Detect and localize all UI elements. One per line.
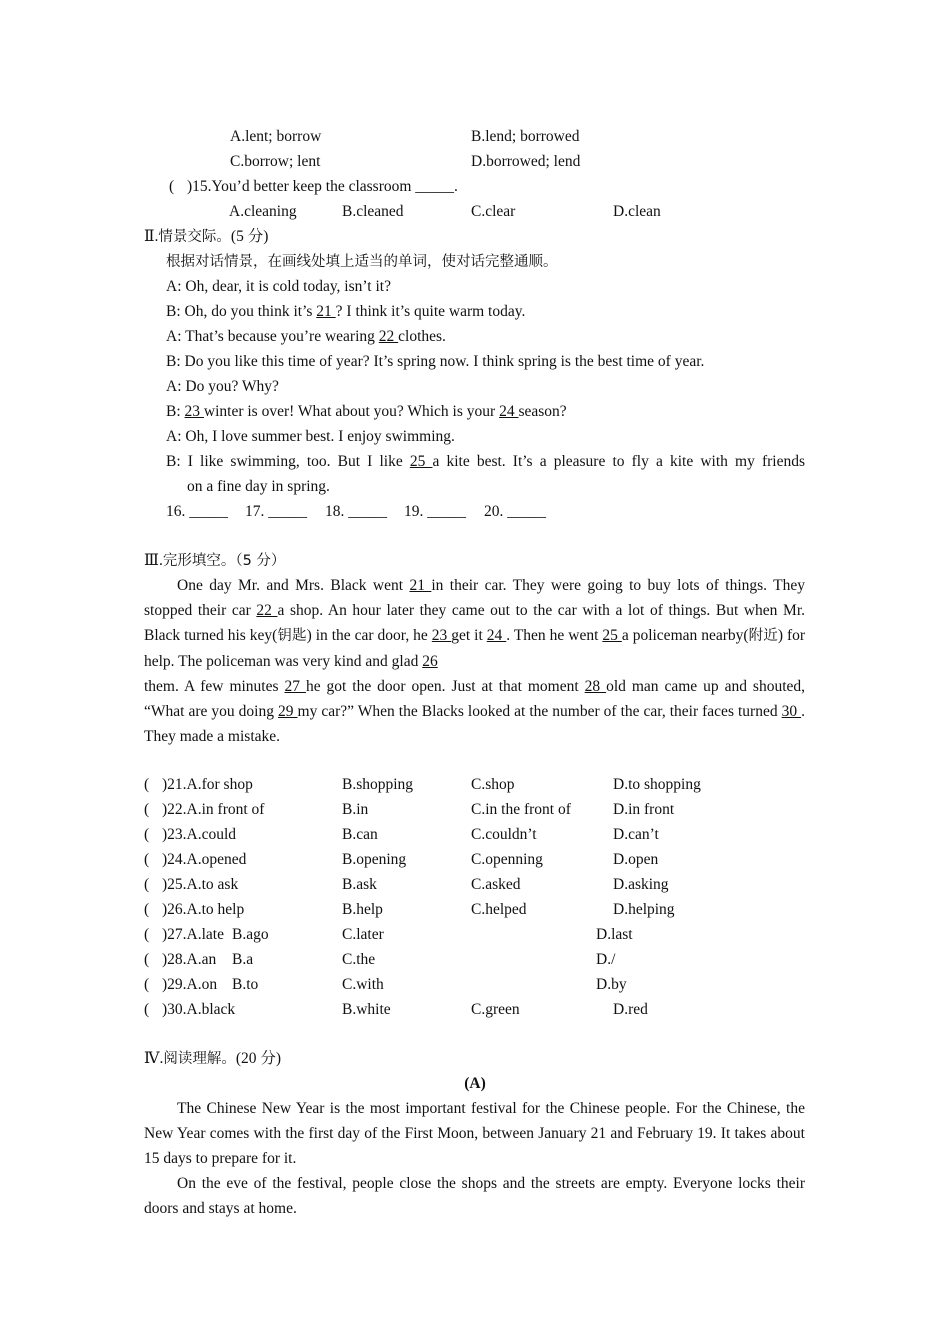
q30-option-d: D.red [613, 1001, 648, 1018]
passage-text: One day Mr. and Mrs. Black went [177, 577, 410, 594]
dialogue-line-9: on a fine day in spring. [187, 478, 330, 495]
q22-option-b: B.in [342, 801, 369, 818]
q29-paren: ( [144, 976, 150, 993]
section3-title-prefix: Ⅲ. [144, 552, 163, 569]
cloze-passage [144, 573, 805, 749]
dialogue-line-5: A: Do you? Why? [166, 378, 279, 395]
q25-option-c: C.asked [471, 876, 521, 893]
q21-option-a: )21.A.for shop [162, 776, 253, 793]
q30-paren: ( [144, 1001, 150, 1018]
section4-title-prefix: Ⅳ. [144, 1050, 164, 1067]
blank-24: 24 [499, 403, 519, 420]
q21-option-d: D.to shopping [613, 776, 701, 793]
q29-option-a: )29.A.on [162, 976, 218, 993]
q23-option-a: )23.A.could [162, 826, 237, 843]
passage-text: . Then he went [506, 627, 603, 644]
q27-paren: ( [144, 926, 150, 943]
blank-25: 25 [409, 453, 433, 470]
q15-option-c: C.clear [471, 203, 516, 220]
q14-option-c: C.borrow; lent [230, 153, 321, 170]
cloze-blank-23: 23 [431, 627, 452, 644]
reading-paragraph-1: The Chinese New Year is the most important festival for the Chinese people. For the Chinese, the New Year comes with the first day of the First Moon, between January 21 and February 19. It takes about 15 days to prepare for it. [144, 1100, 805, 1167]
cloze-blank-21: 21 [409, 577, 432, 594]
passage-text: he got the door open. Just at that moment [305, 678, 585, 695]
q28-option-d: D./ [596, 951, 616, 968]
q27-option-a: )27.A.late [162, 926, 224, 943]
section4-title-score: (20 分) [235, 1050, 282, 1067]
reading-part-label: (A) [464, 1075, 486, 1092]
q14-option-a: A.lent; borrow [230, 128, 322, 145]
q26-option-c: C.helped [471, 901, 527, 918]
q26-paren: ( [144, 901, 150, 918]
q25-paren: ( [144, 876, 150, 893]
q22-option-d: D.in front [613, 801, 675, 818]
q29-option-c: C.with [342, 976, 384, 993]
q27-option-c: C.later [342, 926, 384, 943]
section2-title-score: (5 分) [230, 228, 269, 245]
q23-option-b: B.can [342, 826, 378, 843]
answer-slot-16: 16. _____ [166, 503, 228, 520]
blank-22: 22 [378, 328, 399, 345]
q27-option-d: D.last [596, 926, 633, 943]
dialogue-text: ? I think it’s quite warm today. [335, 303, 526, 320]
passage-text: in their car. They were going to buy lots of things. They stopped their car [144, 577, 806, 619]
cloze-blank-24: 24 [486, 627, 507, 644]
passage-cn-note: 钥匙 [277, 628, 307, 644]
section3-title-cn: 完形填空。（5 分） [162, 553, 286, 569]
q15-option-b: B.cleaned [342, 203, 404, 220]
q24-option-a: )24.A.opened [162, 851, 247, 868]
q15-paren: ( [169, 178, 175, 195]
q14-option-d: D.borrowed; lend [471, 153, 581, 170]
answer-slot-18: 18. _____ [325, 503, 387, 520]
dialogue-line-3 [166, 327, 446, 347]
q21-paren: ( [144, 776, 150, 793]
dialogue-text: a kite best. It’s a pleasure to fly a kite with my friends [432, 453, 805, 470]
q23-option-c: C.couldn’t [471, 826, 537, 843]
passage-text: get it [451, 627, 487, 644]
passage-text: a shop. An hour later they came out to the car with a lot of things. But when Mr. Black turned his key( [144, 602, 805, 644]
q15-option-a: A.cleaning [229, 203, 297, 220]
section4-title-cn: 阅读理解。 [163, 1051, 236, 1067]
cloze-blank-27: 27 [284, 678, 306, 695]
passage-text: them. A few minutes [144, 678, 285, 695]
cloze-blank-26: 26 [422, 653, 438, 670]
section2-title-cn: 情景交际。 [158, 229, 231, 245]
dialogue-line-2 [166, 302, 525, 322]
q24-option-c: C.openning [471, 851, 543, 868]
q29-option-d: D.by [596, 976, 627, 993]
passage-text: old man came up and shouted, “What are you doing [144, 678, 806, 720]
q22-option-c: C.in the front of [471, 801, 571, 818]
q15-option-d: D.clean [613, 203, 661, 220]
q23-option-d: D.can’t [613, 826, 659, 843]
q30-option-b: B.white [342, 1001, 391, 1018]
q30-option-c: C.green [471, 1001, 520, 1018]
q22-option-a: )22.A.in front of [162, 801, 265, 818]
passage-text: ) for help. The policeman was very kind and glad [144, 627, 806, 670]
dialogue-line-6 [166, 402, 567, 422]
blank-21: 21 [316, 303, 336, 320]
q15-stem: )15.You’d better keep the classroom _____. [187, 178, 458, 195]
dialogue-line-1: A: Oh, dear, it is cold today, isn’t it? [166, 278, 391, 295]
q26-option-b: B.help [342, 901, 383, 918]
q25-option-a: )25.A.to ask [162, 876, 239, 893]
cloze-blank-29: 29 [278, 703, 298, 720]
cloze-blank-30: 30 [781, 703, 802, 720]
answer-slot-20: 20. _____ [484, 503, 546, 520]
q26-option-d: D.helping [613, 901, 675, 918]
reading-paragraph-2: On the eve of the festival, people close the shops and the streets are empty. Everyone locks their doors and stays at home. [144, 1175, 805, 1217]
q28-paren: ( [144, 951, 150, 968]
q30-option-a: )30.A.black [162, 1001, 236, 1018]
q27-option-b: B.ago [232, 926, 269, 943]
dialogue-text: clothes. [398, 328, 446, 345]
blank-23: 23 [184, 403, 204, 420]
answer-slot-19: 19. _____ [404, 503, 466, 520]
cloze-blank-22: 22 [256, 602, 278, 619]
q14-option-b: B.lend; borrowed [471, 128, 580, 145]
q24-option-d: D.open [613, 851, 659, 868]
cloze-blank-25: 25 [602, 627, 622, 644]
passage-text: . They made a mistake. [144, 703, 805, 745]
q25-option-d: D.asking [613, 876, 669, 893]
q29-option-b: B.to [232, 976, 259, 993]
passage-cn-note: 附近 [748, 628, 778, 644]
answer-slot-17: 17. _____ [245, 503, 307, 520]
section2-title [144, 227, 268, 247]
section2-title-prefix: Ⅱ. [144, 228, 159, 245]
dialogue-text: season? [518, 403, 567, 420]
q22-paren: ( [144, 801, 150, 818]
q28-option-b: B.a [232, 951, 254, 968]
dialogue-line-7: A: Oh, I love summer best. I enjoy swimming. [166, 428, 455, 445]
passage-text: my car?” When the Blacks looked at the number of the car, their faces turned [297, 703, 782, 720]
dialogue-text: B: [166, 403, 185, 420]
q23-paren: ( [144, 826, 150, 843]
q24-option-b: B.opening [342, 851, 407, 868]
dialogue-text: winter is over! What about you? Which is your [203, 403, 500, 420]
q28-option-a: )28.A.an [162, 951, 217, 968]
dialogue-line-8 [166, 452, 805, 472]
q26-option-a: )26.A.to help [162, 901, 245, 918]
dialogue-text: A: That’s because you’re wearing [166, 328, 379, 345]
cloze-blank-28: 28 [584, 678, 607, 695]
q25-option-b: B.ask [342, 876, 377, 893]
dialogue-text: B: Oh, do you think it’s [166, 303, 317, 320]
section3-title [144, 551, 285, 571]
q21-option-b: B.shopping [342, 776, 414, 793]
section4-title [144, 1049, 281, 1069]
q28-option-c: C.the [342, 951, 376, 968]
passage-text: ) in the car door, he [306, 627, 432, 644]
q24-paren: ( [144, 851, 150, 868]
section2-instruction: 根据对话情景，在画线处填上适当的单词，使对话完整通顺。 [166, 254, 558, 270]
dialogue-text: B: I like swimming, too. But I like [166, 453, 410, 470]
q21-option-c: C.shop [471, 776, 515, 793]
passage-text: a policeman nearby( [621, 627, 749, 644]
dialogue-line-4: B: Do you like this time of year? It’s spring now. I think spring is the best time of year. [166, 353, 705, 370]
